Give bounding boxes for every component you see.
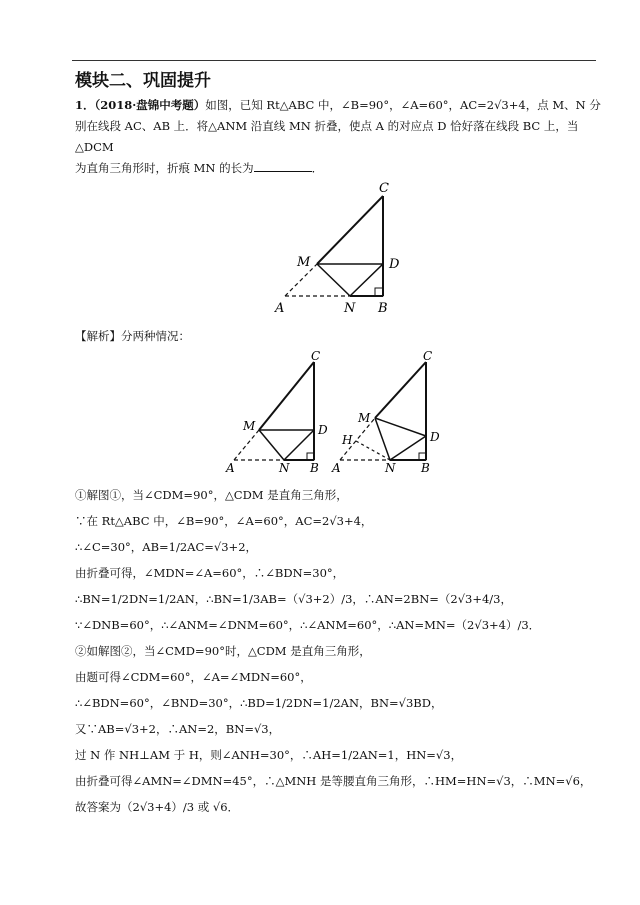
problem-tail: ． bbox=[311, 161, 324, 175]
label-A: A bbox=[275, 301, 285, 315]
solution-line-7: ②如解图②，当∠CMD=90°时，△CDM 是直角三角形， bbox=[75, 644, 371, 658]
fig1-label-A: A bbox=[226, 461, 235, 475]
problem-line-3: 为直角三角形时，折痕 MN 的长为 bbox=[75, 161, 254, 175]
fig2-label-A: A bbox=[332, 461, 341, 475]
main-figure bbox=[265, 180, 415, 315]
solution-line-1: ①解图①，当∠CDM=90°，△CDM 是直角三角形， bbox=[75, 488, 348, 502]
label-C: C bbox=[379, 181, 389, 196]
answer-blank bbox=[254, 159, 312, 172]
section-heading: 模块二、巩固提升 bbox=[75, 71, 211, 91]
solution-line-6: ∵∠DNB=60°，∴∠ANM=∠DNM=60°，∴∠ANM=60°，∴AN=MN=（2√3+4）/3． bbox=[75, 618, 541, 632]
solution-figure-2 bbox=[328, 350, 458, 475]
label-D: D bbox=[389, 257, 400, 272]
label-B: B bbox=[378, 301, 388, 315]
problem-line-2: 别在线段 AC、AB 上．将△ANM 沿直线 MN 折叠，使点 A 的对应点 D 恰好落在线段 BC 上，当△DCM bbox=[75, 119, 579, 154]
label-M: M bbox=[297, 255, 311, 270]
problem-statement bbox=[75, 95, 610, 179]
solution-line-11: 过 N 作 NH⊥AM 于 H，则∠ANH=30°，∴AH=1/2AN=1，HN=√3， bbox=[75, 748, 463, 762]
solution-line-12: 由折叠可得∠AMN=∠DMN=45°，∴△MNH 是等腰直角三角形，∴HM=HN=√3，∴MN=√6， bbox=[75, 774, 592, 788]
fig1-label-C: C bbox=[311, 350, 321, 363]
solution-line-9: ∴∠BDN=60°，∠BND=30°，∴BD=1/2DN=1/2AN，BN=√3BD， bbox=[75, 696, 443, 710]
fig2-label-N: N bbox=[385, 461, 396, 475]
solution-line-2: ∵在 Rt△ABC 中，∠B=90°，∠A=60°，AC=2√3+4， bbox=[75, 514, 373, 528]
problem-number: 1． bbox=[75, 98, 95, 112]
fig2-label-M: M bbox=[358, 411, 371, 425]
analysis-intro: 【解析】分两种情况： bbox=[75, 329, 190, 343]
fig1-label-B: B bbox=[310, 461, 319, 475]
fig2-label-D: D bbox=[430, 430, 440, 444]
problem-source: （2018·盘锦中考题） bbox=[94, 98, 206, 112]
fig2-label-B: B bbox=[421, 461, 430, 475]
solution-figure-1 bbox=[222, 350, 342, 475]
fig2-label-C: C bbox=[423, 350, 433, 363]
solution-line-5: ∴BN=1/2DN=1/2AN，∴BN=1/3AB=（√3+2）/3，∴AN=2BN=（2√3+4/3， bbox=[75, 592, 512, 606]
problem-line-1: 如图，已知 Rt△ABC 中，∠B=90°，∠A=60°，AC=2√3+4，点 M、N 分 bbox=[205, 98, 601, 112]
solution-line-10: 又∵AB=√3+2，∴AN=2，BN=√3， bbox=[75, 722, 281, 736]
label-N: N bbox=[344, 301, 356, 315]
fig1-label-M: M bbox=[243, 419, 256, 433]
top-rule bbox=[72, 60, 596, 61]
solution-line-13: 故答案为（2√3+4）/3 或 √6． bbox=[75, 800, 240, 814]
fig1-label-D: D bbox=[318, 423, 328, 437]
solution-line-3: ∴∠C=30°，AB=1/2AC=√3+2， bbox=[75, 540, 258, 554]
fig2-label-H: H bbox=[342, 433, 353, 447]
fig1-label-N: N bbox=[279, 461, 290, 475]
solution-line-8: 由题可得∠CDM=60°，∠A=∠MDN=60°， bbox=[75, 670, 312, 684]
solution-line-4: 由折叠可得，∠MDN=∠A=60°，∴∠BDN=30°， bbox=[75, 566, 345, 580]
